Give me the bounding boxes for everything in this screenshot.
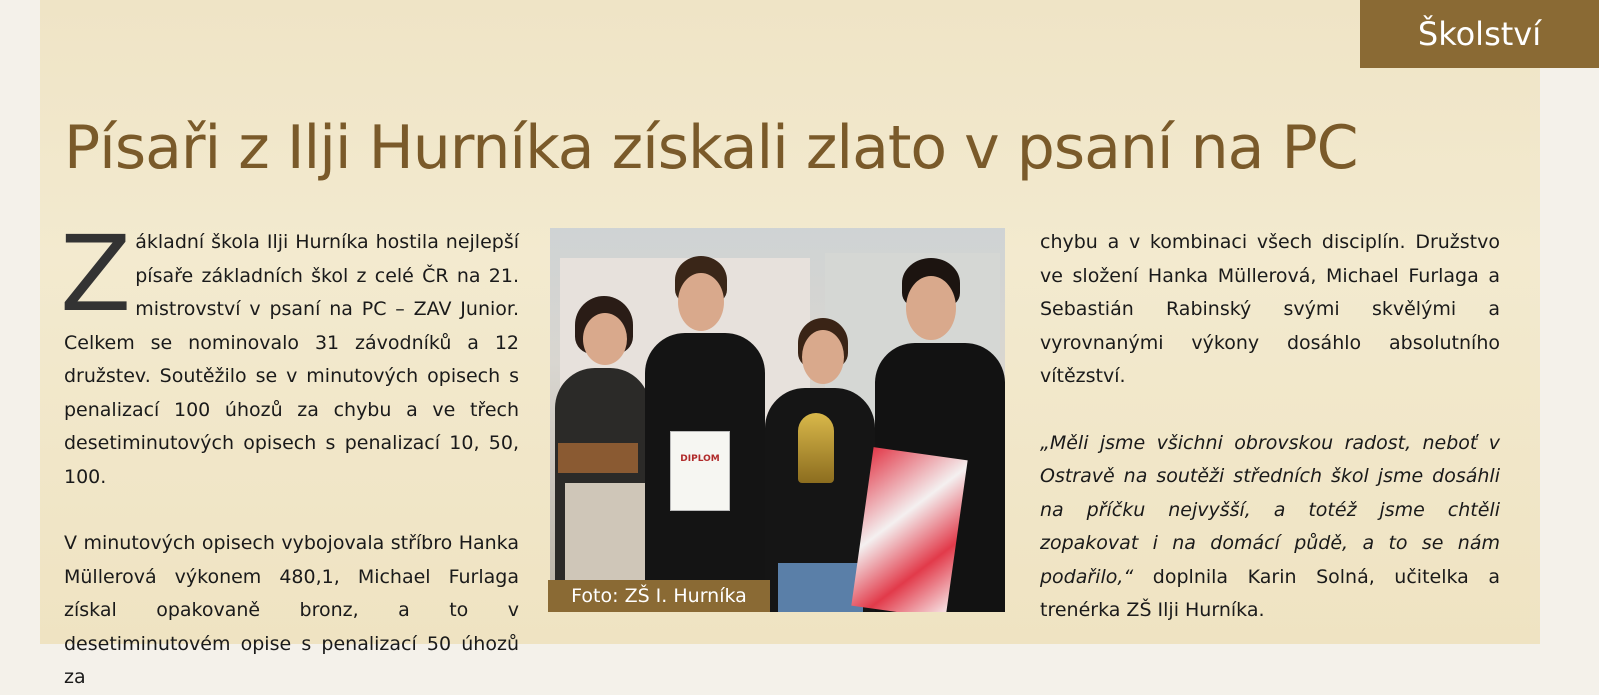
student-face-1	[678, 273, 724, 331]
diploma: DIPLOM	[670, 431, 730, 511]
quote-text: „Měli jsme všichni obrovskou radost, neboť v Ostravě na soutěži středních škol jsme dosáhli na příčku nejvyšší, a totéž jsme chtěli zopakovat i na domácí půdě, a to se nám podařilo,“	[1040, 431, 1500, 588]
teacher-face	[583, 313, 627, 365]
quote-paragraph	[1040, 427, 1500, 628]
intro-text: ákladní škola Ilji Hurníka hostila nejlepší písaře základních škol z celé ČR na 21. mistrovství v psaní na PC – ZAV Junior. Celkem se nominovalo 31 závodníků a 12 družstev. Soutěžilo se v minutových opisech s penalizací 100 úhozů za chybu a ve třech desetiminutových opisech s penalizací 10, 50, 100.	[64, 231, 519, 488]
photo-caption: Foto: ZŠ I. Hurníka	[548, 580, 770, 612]
results-paragraph: V minutových opisech vybojovala stříbro Hanka Müllerová výkonem 480,1, Michael Furlaga získal opakovaně bronz, a to v desetiminutovém opise s penalizací 50 úhozů za	[64, 532, 519, 688]
drop-cap: Z	[60, 213, 132, 335]
left-column	[60, 213, 519, 695]
article-photo	[550, 228, 1005, 612]
student-face-3	[906, 276, 956, 340]
intro-paragraph	[60, 213, 519, 494]
right-column	[1040, 226, 1500, 628]
section-tab: Školství	[1360, 0, 1599, 68]
trophy	[798, 413, 834, 483]
quote-attribution: doplnila Karin Solná, učitelka a trenérka ZŠ Ilji Hurníka.	[1040, 565, 1500, 621]
student-jeans-2	[778, 563, 863, 612]
team-paragraph: chybu a v kombinaci všech disciplín. Družstvo ve složení Hanka Müllerová, Michael Furlaga a Sebastián Rabinský svými skvělými a vyrovnanými výkony dosáhlo absolutního vítězství.	[1040, 231, 1500, 387]
award-plaque	[558, 443, 638, 473]
headline: Písaři z Ilji Hurníka získali zlato v psaní na PC	[64, 113, 1358, 183]
student-face-2	[802, 330, 844, 384]
